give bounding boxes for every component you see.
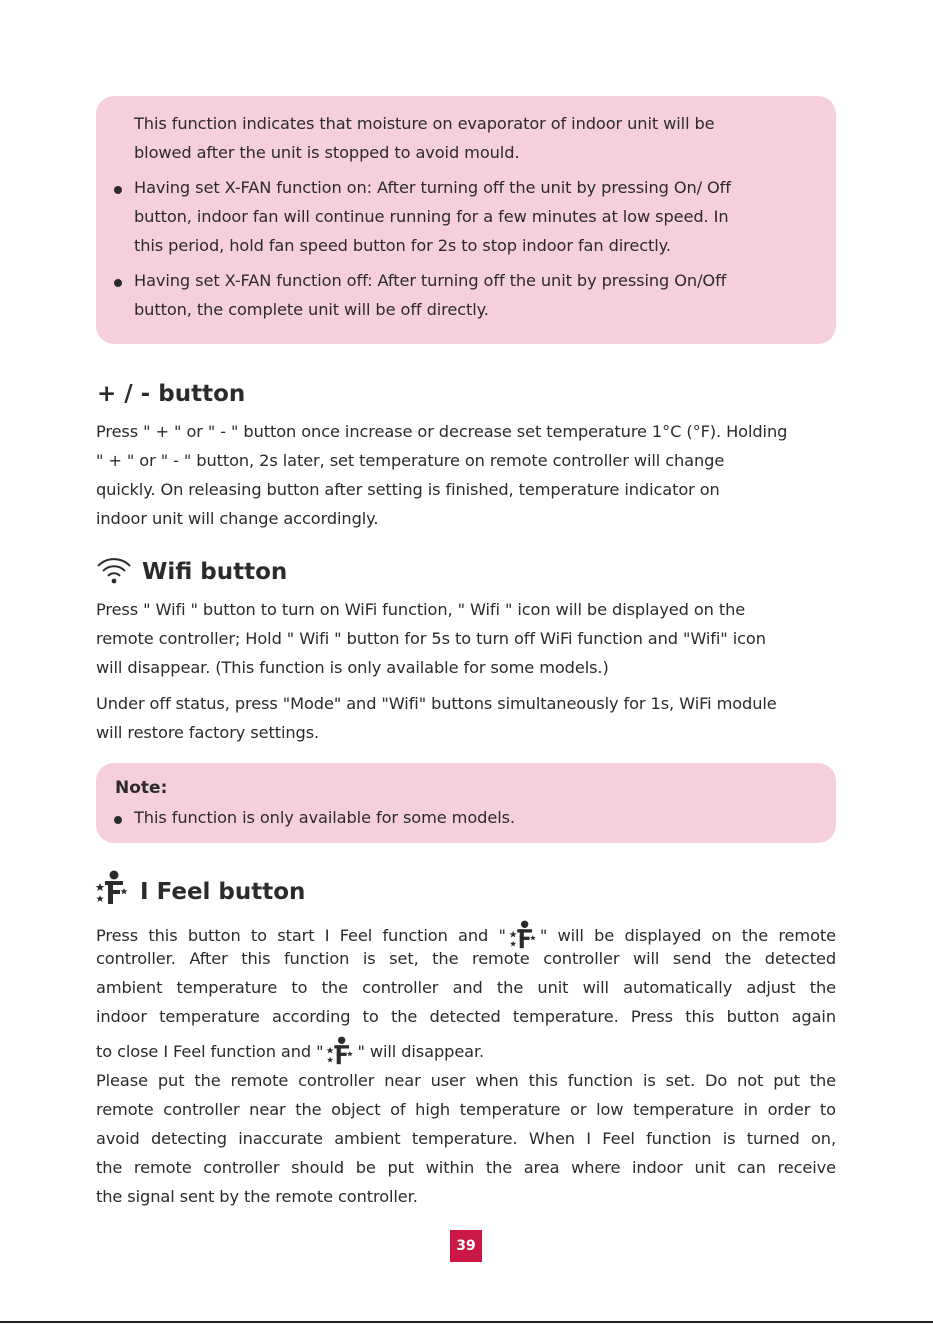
i-feel-icon [95, 870, 129, 906]
wifi-para1-line: remote controller; Hold " Wifi " button for 5s to turn off WiFi function and "Wifi" icon [96, 629, 766, 648]
i-feel-text: to close I Feel function and " [96, 1042, 324, 1061]
note-title: Note: [115, 778, 168, 798]
xfan-info-box [96, 96, 836, 344]
i-feel-text: " will be displayed on the remote [539, 926, 836, 945]
xfan-off-bullet: Having set X-FAN function off: After turning off the unit by pressing On/Off [134, 271, 727, 290]
plus-minus-line: " + " or " - " button, 2s later, set temperature on remote controller will change [96, 451, 725, 470]
i-feel-para1-line: ambient temperature to the controller and the unit will automatically adjust the [96, 978, 836, 997]
wifi-para1-line: Press " Wifi " button to turn on WiFi function, " Wifi " icon will be displayed on the [96, 600, 746, 619]
xfan-off-line: button, the complete unit will be off directly. [134, 300, 489, 319]
xfan-intro-line: blowed after the unit is stopped to avoid mould. [134, 143, 520, 162]
i-feel-para2-line: remote controller near the object of high temperature or low temperature in order to [96, 1100, 836, 1119]
i-feel-para1-line [96, 1036, 484, 1066]
wifi-icon [96, 557, 132, 585]
wifi-para2-line: Under off status, press "Mode" and "Wifi" buttons simultaneously for 1s, WiFi module [96, 694, 777, 713]
i-feel-text: Press this button to start I Feel function and " [96, 926, 506, 945]
i-feel-para2-line: the signal sent by the remote controller. [96, 1187, 418, 1206]
xfan-intro-line: This function indicates that moisture on evaporator of indoor unit will be [134, 114, 715, 133]
page-number-badge: 39 [450, 1230, 482, 1262]
bottom-divider [0, 1321, 933, 1323]
i-feel-icon [509, 920, 537, 950]
plus-minus-heading: + / - button [97, 381, 246, 407]
i-feel-heading: I Feel button [140, 879, 306, 905]
i-feel-para1-line: indoor temperature according to the detected temperature. Press this button again [96, 1007, 836, 1026]
xfan-on-line: this period, hold fan speed button for 2s to stop indoor fan directly. [134, 236, 671, 255]
xfan-on-line: button, indoor fan will continue running for a few minutes at low speed. In [134, 207, 729, 226]
note-box [96, 763, 836, 843]
wifi-heading: Wifi button [142, 559, 288, 585]
i-feel-text: " will disappear. [357, 1042, 485, 1061]
i-feel-para2-line: avoid detecting inaccurate ambient temperature. When I Feel function is turned on, [96, 1129, 836, 1148]
i-feel-para2-line: Please put the remote controller near user when this function is set. Do not put the [96, 1071, 836, 1090]
i-feel-para1-line: controller. After this function is set, the remote controller will send the detected [96, 949, 836, 968]
plus-minus-line: Press " + " or " - " button once increase or decrease set temperature 1°C (°F). Holding [96, 422, 788, 441]
plus-minus-line: indoor unit will change accordingly. [96, 509, 379, 528]
wifi-para1-line: will disappear. (This function is only available for some models.) [96, 658, 609, 677]
note-item: This function is only available for some models. [134, 808, 515, 827]
wifi-para2-line: will restore factory settings. [96, 723, 320, 742]
i-feel-icon [326, 1036, 354, 1066]
xfan-on-bullet: Having set X-FAN function on: After turning off the unit by pressing On/ Off [134, 178, 731, 197]
plus-minus-line: quickly. On releasing button after setting is finished, temperature indicator on [96, 480, 720, 499]
i-feel-para1-line [96, 920, 836, 950]
i-feel-para2-line: the remote controller should be put within the area where indoor unit can receive [96, 1158, 836, 1177]
